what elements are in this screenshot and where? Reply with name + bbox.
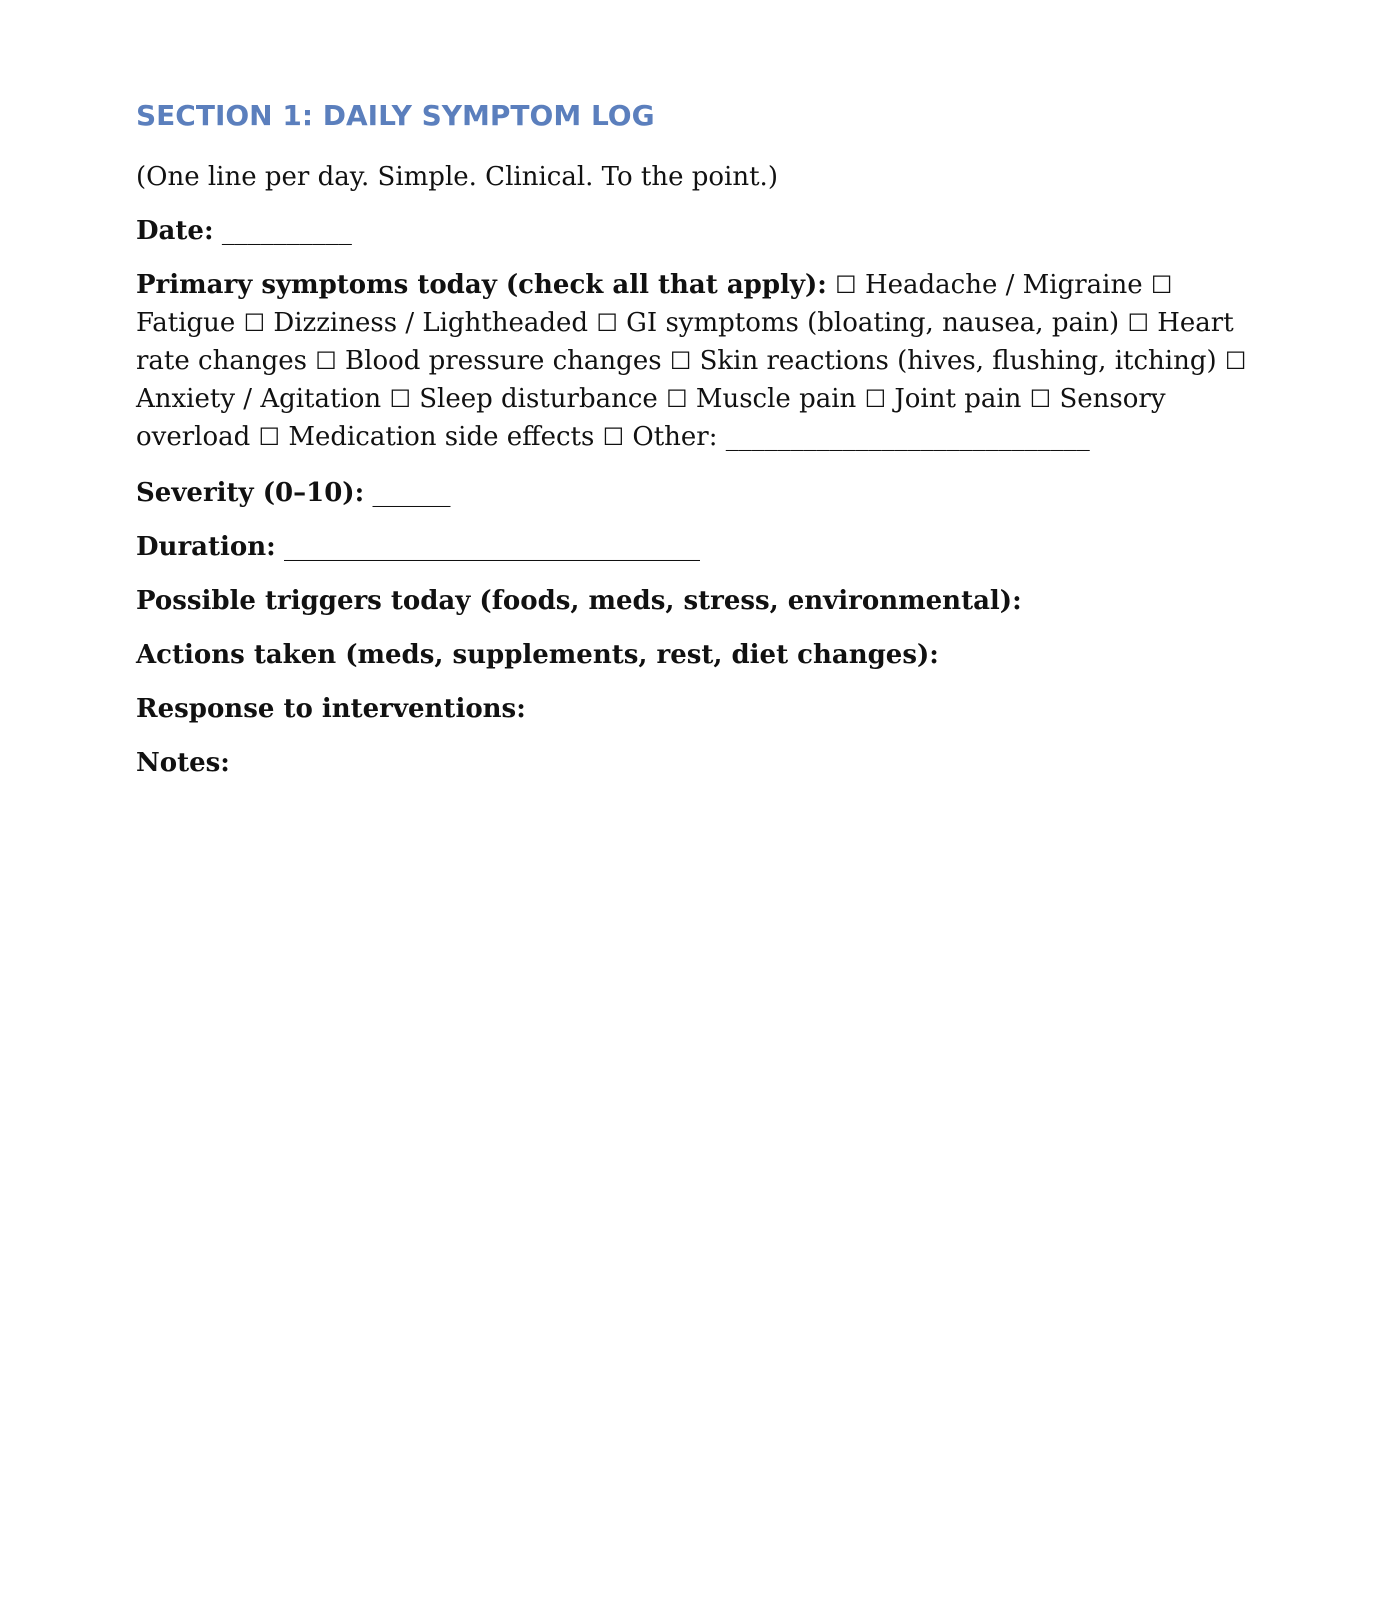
symptom-option-label: Medication side effects xyxy=(288,422,595,452)
checkbox-icon[interactable]: ☐ xyxy=(835,271,857,299)
date-field xyxy=(136,212,1266,250)
date-label: Date: xyxy=(136,216,214,246)
symptom-option-label: Muscle pain xyxy=(695,384,857,414)
notes-label: Notes: xyxy=(136,748,230,778)
duration-label: Duration: xyxy=(136,532,276,562)
symptom-option-label: Skin reactions (hives, flushing, itching) xyxy=(699,346,1217,376)
checkbox-icon[interactable]: ☐ xyxy=(602,423,625,451)
symptom-option-label: Other: xyxy=(632,422,718,452)
symptom-option-label: Headache / Migraine xyxy=(864,270,1143,300)
symptom-option-label: Anxiety / Agitation xyxy=(136,384,382,414)
triggers-label: Possible triggers today (foods, meds, stress, environmental): xyxy=(136,586,1022,616)
symptom-option-label: Joint pain xyxy=(894,384,1022,414)
actions-label: Actions taken (meds, supplements, rest, diet changes): xyxy=(136,640,939,670)
symptom-option-label: Blood pressure changes xyxy=(345,346,662,376)
checkbox-icon[interactable]: ☐ xyxy=(1029,385,1052,413)
checkbox-icon[interactable]: ☐ xyxy=(243,309,266,337)
checkbox-icon[interactable]: ☐ xyxy=(669,347,692,375)
checkbox-icon[interactable]: ☐ xyxy=(1150,271,1173,299)
symptoms-field xyxy=(136,266,1266,456)
section-title: SECTION 1: DAILY SYMPTOM LOG xyxy=(136,99,655,132)
symptom-option-label: Dizziness / Lightheaded xyxy=(273,308,589,338)
symptom-option-label: Heart rate changes xyxy=(136,308,1234,376)
other-blank[interactable]: ____________________________ xyxy=(725,422,1090,452)
symptoms-label: Primary symptoms today (check all that apply): xyxy=(136,270,827,300)
date-blank[interactable]: __________ xyxy=(221,216,352,246)
severity-blank[interactable]: ______ xyxy=(372,478,451,508)
section-subtitle: (One line per day. Simple. Clinical. To the point.) xyxy=(136,162,778,192)
checkbox-icon[interactable]: ☐ xyxy=(1224,347,1247,375)
document-content xyxy=(136,96,1266,798)
symptom-option-label: Fatigue xyxy=(136,308,236,338)
checkbox-icon[interactable]: ☐ xyxy=(1127,309,1149,337)
checkbox-icon[interactable]: ☐ xyxy=(864,385,887,413)
symptom-option-label: GI symptoms (bloating, nausea, pain) xyxy=(626,308,1120,338)
checkbox-icon[interactable]: ☐ xyxy=(596,309,618,337)
checkbox-icon[interactable]: ☐ xyxy=(666,385,688,413)
severity-field xyxy=(136,474,1266,512)
duration-field xyxy=(136,528,1266,566)
severity-label: Severity (0–10): xyxy=(136,478,365,508)
checkbox-icon[interactable]: ☐ xyxy=(389,385,411,413)
duration-blank[interactable]: ________________________________ xyxy=(284,532,700,562)
symptom-option-label: Sensory overload xyxy=(136,384,1166,452)
symptom-option-label: Sleep disturbance xyxy=(419,384,658,414)
response-label: Response to interventions: xyxy=(136,694,526,724)
checkbox-icon[interactable]: ☐ xyxy=(258,423,281,451)
checkbox-icon[interactable]: ☐ xyxy=(315,347,337,375)
